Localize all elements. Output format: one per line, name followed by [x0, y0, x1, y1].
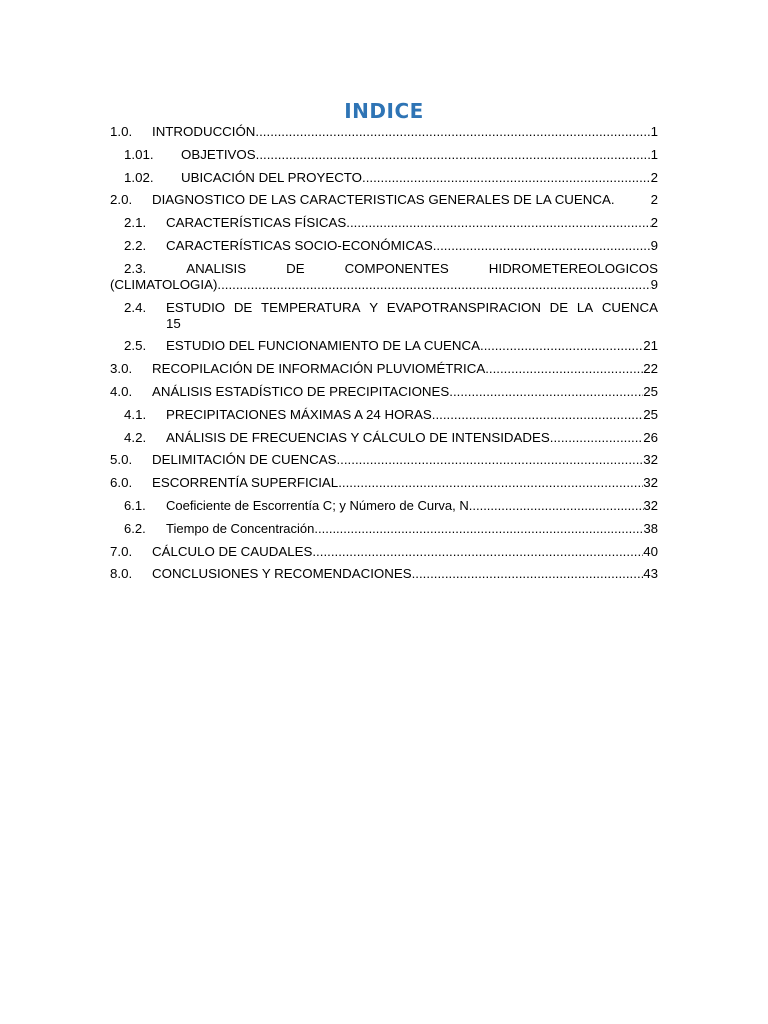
toc-entry-line [110, 277, 658, 293]
toc-leader-dots [449, 384, 643, 400]
toc-leader-dots [338, 475, 643, 491]
table-of-contents [110, 124, 658, 582]
toc-leader-dots [256, 147, 651, 163]
toc-entry-word: HIDROMETEREOLOGICOS [488, 260, 658, 276]
toc-entry-label: DIAGNOSTICO DE LAS CARACTERISTICAS GENERALES DE LA CUENCA. [152, 192, 615, 208]
toc-entry-number: 2.3. [124, 260, 147, 276]
document-page [110, 98, 658, 589]
toc-entry-number: 2.1. [124, 215, 147, 231]
toc-entry-label: Tiempo de Concentración [166, 520, 315, 536]
toc-entry-body [166, 300, 658, 332]
toc-entry-line [166, 316, 658, 332]
toc-entry-number: 2.2. [124, 237, 147, 253]
toc-entry-page: 43 [643, 566, 658, 582]
toc-entry-label: CARACTERÍSTICAS FÍSICAS [166, 215, 347, 231]
toc-entry-word: COMPONENTES [344, 260, 449, 276]
toc-entry-word: DE [549, 299, 569, 315]
toc-entry-number: 6.0. [110, 475, 133, 491]
toc-entry-label: DELIMITACIÓN DE CUENCAS [152, 452, 337, 468]
toc-entry-page: 9 [650, 237, 658, 253]
toc-entry-page: 32 [643, 497, 658, 513]
toc-entry-page: 15 [166, 315, 181, 331]
toc-entry-word: CUENCA [601, 299, 658, 315]
toc-entry-label: ESCORRENTÍA SUPERFICIAL [152, 475, 339, 491]
toc-entry-number: 7.0. [110, 543, 133, 559]
toc-entry-ubicacion[interactable] [110, 170, 658, 186]
toc-entry-number: 4.1. [124, 406, 147, 422]
toc-entry-label: ESTUDIO DEL FUNCIONAMIENTO DE LA CUENCA [166, 338, 481, 354]
toc-leader-dots [346, 215, 650, 231]
toc-entry-label: Coeficiente de Escorrentía C; y Número de Curva, N [166, 497, 469, 513]
toc-entry-number: 1.01. [124, 146, 154, 162]
toc-leader-dots [312, 544, 643, 560]
toc-entry-label: ANÁLISIS DE FRECUENCIAS Y CÁLCULO DE INTENSIDADES [166, 429, 550, 445]
toc-entry-label: PRECIPITACIONES MÁXIMAS A 24 HORAS [166, 406, 432, 422]
toc-entry-hidrometereologicos[interactable] [110, 261, 658, 293]
toc-entry-tiempo-concentracion[interactable] [110, 521, 658, 537]
toc-entry-number: 6.1. [124, 497, 146, 513]
toc-entry-funcionamiento[interactable] [110, 338, 658, 354]
toc-entry-label: OBJETIVOS [181, 146, 256, 162]
toc-leader-dots [217, 277, 650, 293]
toc-entry-page: 1 [650, 124, 658, 139]
toc-entry-page: 40 [643, 543, 658, 559]
toc-entry-diagnostico[interactable] [110, 192, 658, 208]
toc-entry-objetivos[interactable] [110, 147, 658, 163]
toc-entry-number: 6.2. [124, 520, 146, 536]
toc-leader-dots [255, 124, 650, 140]
toc-entry-word: EVAPOTRANSPIRACION [386, 299, 541, 315]
toc-entry-label: CÁLCULO DE CAUDALES [152, 543, 313, 559]
toc-leader-dots [550, 430, 643, 446]
toc-entry-word: TEMPERATURA [261, 299, 361, 315]
toc-entry-word: DE [286, 260, 305, 276]
toc-entry-caudales[interactable] [110, 544, 658, 560]
toc-entry-number: 1.02. [124, 169, 154, 185]
toc-entry-page: 38 [643, 520, 658, 536]
toc-entry-page: 25 [643, 406, 658, 422]
toc-entry-number: 3.0. [110, 361, 133, 377]
toc-entry-introduccion[interactable] [110, 124, 658, 140]
toc-entry-word: ESTUDIO [166, 299, 226, 315]
toc-entry-number: 8.0. [110, 566, 133, 582]
toc-leader-dots [485, 361, 643, 377]
toc-leader-dots [469, 498, 644, 514]
toc-entry-label: CARACTERÍSTICAS SOCIO-ECONÓMICAS [166, 237, 433, 253]
toc-entry-number: 4.2. [124, 429, 147, 445]
toc-entry-word: ANALISIS [186, 260, 247, 276]
toc-entry-line [124, 261, 658, 277]
toc-entry-number: 2.4. [124, 299, 147, 315]
toc-entry-number: 4.0. [110, 383, 133, 399]
toc-leader-dots [432, 407, 643, 423]
toc-entry-page: 25 [643, 383, 658, 399]
toc-entry-page: 2 [650, 169, 658, 185]
toc-leader-dots [336, 452, 643, 468]
toc-entry-page: 2 [650, 215, 658, 231]
toc-entry-analisis-estadistico[interactable] [110, 384, 658, 400]
toc-entry-coeficiente[interactable] [110, 498, 658, 514]
toc-entry-delimitacion[interactable] [110, 452, 658, 468]
toc-entry-page: 22 [643, 361, 658, 377]
toc-entry-page: 32 [643, 452, 658, 468]
toc-leader-dots [362, 170, 651, 186]
toc-entry-page: 2 [650, 192, 658, 208]
toc-entry-word: DE [233, 299, 253, 315]
toc-entry-number: 2.0. [110, 192, 133, 208]
toc-entry-label: INTRODUCCIÓN [152, 124, 256, 139]
toc-entry-number: 2.5. [124, 338, 147, 354]
toc-entry-precipitaciones-maximas[interactable] [110, 407, 658, 423]
toc-leader-dots [480, 338, 643, 354]
toc-entry-analisis-frecuencias[interactable] [110, 430, 658, 446]
toc-leader-dots [433, 238, 651, 254]
toc-entry-conclusiones[interactable] [110, 566, 658, 582]
toc-entry-page: 21 [643, 338, 658, 354]
toc-entry-label: UBICACIÓN DEL PROYECTO [181, 169, 363, 185]
toc-entry-page: 9 [650, 276, 658, 292]
toc-entry-number: 1.0. [110, 124, 133, 139]
toc-entry-escorrentia[interactable] [110, 475, 658, 491]
toc-entry-line [166, 300, 658, 316]
toc-entry-socio-economicas[interactable] [110, 238, 658, 254]
toc-entry-number: 5.0. [110, 452, 133, 468]
toc-leader-dots [412, 566, 644, 582]
toc-entry-caracteristicas-fisicas[interactable] [110, 215, 658, 231]
toc-entry-word: LA [576, 299, 594, 315]
toc-leader-dots [314, 521, 643, 537]
index-title: INDICE [344, 99, 424, 123]
toc-entry-temperatura[interactable] [110, 300, 658, 332]
toc-entry-page: 32 [643, 475, 658, 491]
toc-entry-page: 26 [643, 429, 658, 445]
toc-entry-label: CONCLUSIONES Y RECOMENDACIONES [152, 566, 412, 582]
toc-entry-word: Y [369, 299, 379, 315]
toc-entry-label: RECOPILACIÓN DE INFORMACIÓN PLUVIOMÉTRICA [152, 361, 486, 377]
toc-entry-label: (CLIMATOLOGIA) [110, 276, 218, 292]
toc-entry-label: ANÁLISIS ESTADÍSTICO DE PRECIPITACIONES [152, 383, 450, 399]
toc-entry-recopilacion[interactable] [110, 361, 658, 377]
toc-entry-page: 1 [650, 146, 658, 162]
